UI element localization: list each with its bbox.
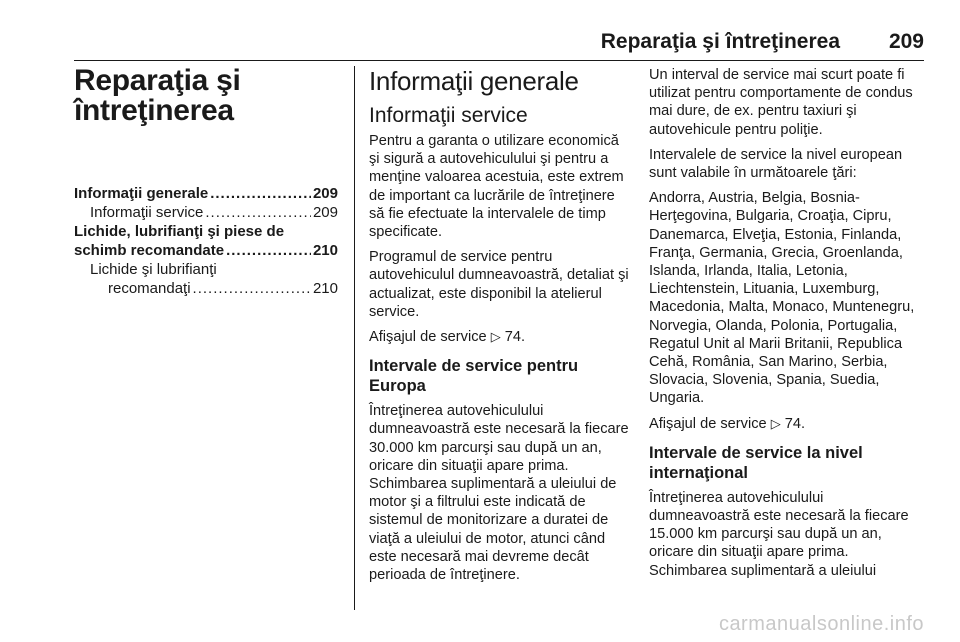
section-heading: Informaţii generale <box>369 66 579 96</box>
subsection-heading-europe: Intervale de service pentru Europa <box>369 357 579 396</box>
paragraph: Întreţinerea autovehiculului dumneavoastră este necesară la fiecare 15.000 km parcurşi sau după un an, oricare din situaţii apare prima. Schimbarea suplimentară a uleiului <box>649 489 909 579</box>
toc-label: recomandaţi <box>108 280 191 297</box>
subsection-heading: Informaţii service <box>369 104 528 127</box>
toc-leader-dots <box>193 279 311 298</box>
toc-entry-lichide-line1[interactable]: Lichide, lubrifianţi şi piese de <box>74 223 285 240</box>
paragraph: Un interval de service mai scurt poate fi utilizat pentru comportamente de condus mai dure, de ex. pentru taxiuri şi autovehicule pentru poliţie. <box>649 67 913 138</box>
toc-page: 210 <box>312 242 338 259</box>
table-of-contents <box>74 184 338 298</box>
paragraph: Intervalele de service la nivel european sunt valabile în următoarele ţări: <box>649 146 903 182</box>
paragraph: Întreţinerea autovehiculului dumneavoastră este necesară la fiecare 30.000 km parcurşi sau după un an, oricare din situaţii apare prima. Schimbarea suplimentară a uleiului de motor şi a filtrului este indicată de sistemul de monitorizare a duratei de viaţă a uleiului de motor, atunci când este necesară mai devreme decât perioada de întreţinere. <box>369 403 629 584</box>
toc-entry-informatii-service[interactable] <box>74 203 338 222</box>
page-number: 209 <box>888 30 924 53</box>
reference-page: 74. <box>784 415 806 432</box>
toc-entry-lichide-lubrifianti[interactable] <box>74 279 338 298</box>
reference-text: Afişajul de service <box>649 415 767 432</box>
toc-leader-dots <box>205 203 311 222</box>
reference-text: Afişajul de service <box>369 329 487 346</box>
paragraph: Pentru a garanta o utilizare economică şi sigură a autovehiculului şi pentru a menţine valoarea acestuia, este extrem de important ca lucrările de întreţinere să fie efectuate la intervalele de timp specificate. <box>369 133 624 241</box>
triangle-right-outline-icon: ▷ <box>490 329 501 345</box>
toc-label: Informaţii generale <box>74 185 209 202</box>
subsection-heading-international: Intervale de service la nivel internaţional <box>649 443 863 482</box>
content-column-3 <box>649 66 925 587</box>
triangle-right-outline-icon: ▷ <box>770 415 781 431</box>
page-header <box>0 30 960 64</box>
toc-page: 209 <box>312 204 338 221</box>
toc-entry-lichide[interactable] <box>74 241 338 260</box>
toc-leader-dots <box>210 184 311 203</box>
chapter-title: Reparaţia şi întreţinerea <box>74 64 241 127</box>
toc-page: 209 <box>312 185 338 202</box>
watermark: carmanualsonline.info <box>718 613 924 635</box>
toc-entry-informatii-generale[interactable] <box>74 184 338 203</box>
chapter-column <box>74 66 338 298</box>
toc-entry-lichide-lubrifianti-line1[interactable]: Lichide şi lubrifianţi <box>90 261 217 278</box>
toc-label: schimb recomandate <box>74 242 225 259</box>
cross-reference[interactable] <box>369 328 632 346</box>
reference-page: 74. <box>504 329 526 346</box>
paragraph: Programul de service pentru autovehiculul dumneavoastră, detaliat şi actualizat, este disponibil la atelierul service. <box>369 249 629 320</box>
toc-leader-dots <box>226 241 311 260</box>
content-column-2 <box>369 66 632 591</box>
country-list: Andorra, Austria, Belgia, Bosnia-Herţegovina, Bulgaria, Croaţia, Cipru, Danemarca, Elveţia, Estonia, Finlanda, Franţa, Germania, Grecia, Groenlanda, Islanda, Irlanda, Italia, Letonia, Liechtenstein, Lituania, Luxemburg, Macedonia, Malta, Monaco, Muntenegru, Norvegia, Olanda, Polonia, Portugalia, Regatul Unit al Marii Britanii, Republica Cehă, România, San Marino, Serbia, Slovacia, Slovenia, Spania, Suedia, Ungaria. <box>649 190 915 407</box>
cross-reference[interactable] <box>649 415 925 433</box>
column-divider <box>354 66 355 610</box>
running-head-title: Reparaţia şi întreţinerea <box>600 30 840 53</box>
toc-page: 210 <box>312 280 338 297</box>
toc-label: Informaţii service <box>90 204 204 221</box>
header-rule <box>74 60 924 61</box>
